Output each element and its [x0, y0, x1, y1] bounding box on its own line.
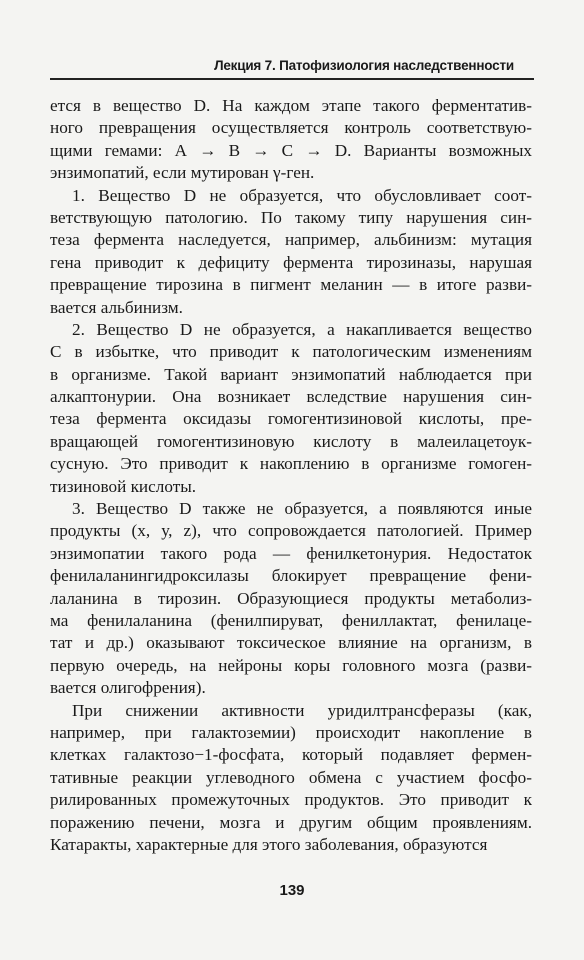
text-line: например, при галактоземии) происходит накопление в [50, 722, 532, 742]
text-line: алкаптонурии. Она возникает вследствие нарушения син- [50, 387, 532, 407]
text-line: Катаракты, характерные для этого заболевания, образуются [50, 834, 488, 854]
text-line: щими гемами: А → В → С → D. Варианты возможных [50, 140, 532, 160]
text-line: сусную. Это приводит к накоплению в организме гомоген- [50, 454, 532, 474]
text-line: ется в вещество D. На каждом этапе такого ферментатив- [50, 96, 532, 115]
text-line: При снижении активности уридилтрансферазы (как, [72, 700, 532, 720]
text-line: энзимопатии такого рода — фенилкетонурия. Недостаток [50, 543, 532, 563]
text-line: лаланина в тирозин. Образующиеся продукты метаболиз- [50, 588, 532, 608]
paragraph [50, 185, 532, 319]
text-line: вается альбинизм. [50, 297, 183, 317]
running-header-title: Лекция 7. Патофизиология наследственности [214, 58, 514, 73]
text-line: тизиновой кислоты. [50, 476, 197, 496]
text-line: продукты (х, у, z), что сопровождается патологией. Пример [50, 521, 532, 541]
running-header [50, 56, 534, 80]
text-line: клетках галактозо−1-фосфата, который подавляет фермен- [50, 745, 532, 765]
text-line: теза фермента наследуется, например, альбинизм: мутация [50, 230, 532, 250]
text-line: вращающей гомогентизиновую кислоту в малеилацетоук- [50, 431, 532, 451]
text-line: фенилаланингидроксилазы блокирует превращение фени- [50, 566, 532, 586]
text-line: вается олигофрения). [50, 678, 206, 698]
paragraph [50, 498, 532, 700]
text-line: ного превращения осуществляется контроль соответствую- [50, 118, 532, 138]
paragraph [50, 319, 532, 498]
paragraph [50, 700, 532, 857]
text-line: первую очередь, на нейроны коры головного мозга (разви- [50, 655, 532, 675]
paragraph [50, 95, 532, 185]
text-line: превращение тирозина в пигмент меланин — в итоге разви- [50, 275, 532, 295]
text-line: С в избытке, что приводит к патологическим изменениям [50, 342, 532, 362]
text-line: тат и др.) оказывают токсическое влияние на организм, в [50, 633, 532, 653]
text-line: теза фермента оксидазы гомогентизиновой кислоты, пре- [50, 409, 532, 429]
text-line: рилированных промежуточных продуктов. Это приводит к [50, 790, 532, 810]
text-line: энзимопатий, если мутирован γ-ген. [50, 163, 315, 183]
text-line: ветствующую патологию. По такому типу нарушения син- [50, 207, 532, 227]
text-line: 3. Вещество D также не образуется, а появляются иные [72, 499, 532, 519]
text-line: 1. Вещество D не образуется, что обусловливает соот- [72, 185, 532, 205]
text-line: 2. Вещество D не образуется, а накапливается вещество [72, 319, 532, 339]
text-line: в организме. Такой вариант энзимопатий наблюдается при [50, 364, 532, 384]
text-line: ма фенилаланина (фенилпируват, фениллактат, фенилаце- [50, 610, 532, 630]
text-line: поражению печени, мозга и другим общим проявлениям. [50, 812, 532, 832]
text-line: тативные реакции углеводного обмена с участием фосфо- [50, 767, 532, 787]
page-body [50, 95, 532, 856]
text-line: гена приводит к дефициту фермента тирозиназы, нарушая [50, 252, 532, 272]
page-number: 139 [279, 882, 305, 899]
